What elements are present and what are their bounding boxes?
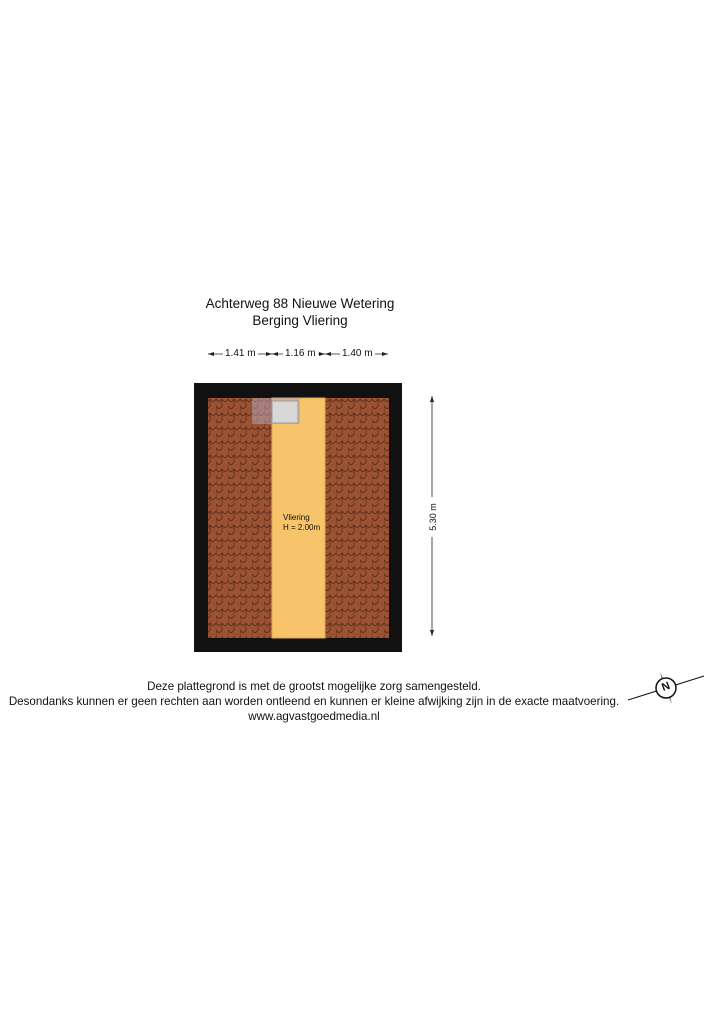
disclaimer-line-1: Deze plattegrond is met de grootst mogelijke zorg samengesteld. (147, 680, 481, 693)
room-name: Vliering (283, 513, 310, 522)
plan-title: Achterweg 88 Nieuwe Wetering (205, 296, 395, 311)
plan-subtitle: Berging Vliering (252, 313, 348, 328)
dimension-top-left: 1.41 m (225, 348, 256, 359)
room-height: H = 2.00m (283, 523, 321, 532)
dimension-top-right: 1.40 m (342, 348, 373, 359)
dimension-side: 5.30 m (428, 497, 438, 537)
dimension-top-middle: 1.16 m (285, 348, 316, 359)
disclaimer-line-2: Desondanks kunnen er geen rechten aan worden ontleend en kunnen er kleine afwijking zijn in de exacte maatvoering. (8, 695, 620, 708)
roof-tiles-left (208, 398, 272, 638)
compass-north-letter: N (660, 680, 672, 695)
skylight (272, 401, 298, 423)
roof-tiles-right (325, 398, 389, 638)
website-link[interactable]: www.agvastgoedmedia.nl (248, 710, 380, 723)
